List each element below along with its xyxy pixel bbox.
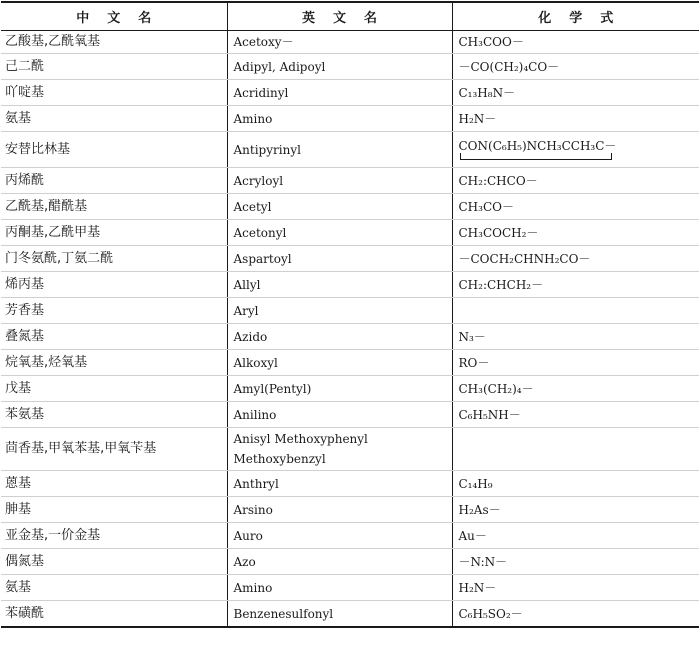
english-name-cell: Acetoxy－ bbox=[227, 31, 452, 54]
table-row bbox=[1, 194, 699, 220]
table-row bbox=[1, 350, 699, 376]
formula-cell: N₃－ bbox=[452, 324, 699, 350]
formula-cell: －COCH₂CHNH₂CO－ bbox=[452, 246, 699, 272]
english-name-cell: Amino bbox=[227, 575, 452, 601]
chinese-name-cell: 芳香基 bbox=[1, 298, 227, 324]
english-name-cell: Anilino bbox=[227, 402, 452, 428]
english-name-cell: Arsino bbox=[227, 497, 452, 523]
table-row bbox=[1, 428, 699, 471]
formula-cell: C₁₄H₉ bbox=[452, 471, 699, 497]
english-name-cell: Acryloyl bbox=[227, 168, 452, 194]
formula-cell: CH₂:CHCO－ bbox=[452, 168, 699, 194]
chinese-name-cell: 叠氮基 bbox=[1, 324, 227, 350]
header-english-name: 英文名 bbox=[227, 2, 452, 31]
table-row bbox=[1, 575, 699, 601]
table-row bbox=[1, 523, 699, 549]
english-name-cell: Acetyl bbox=[227, 194, 452, 220]
english-name-cell: Amino bbox=[227, 106, 452, 132]
chinese-name-cell: 蒽基 bbox=[1, 471, 227, 497]
table-row bbox=[1, 298, 699, 324]
table-row bbox=[1, 168, 699, 194]
table-row bbox=[1, 497, 699, 523]
ring-formula: CON(C₆H₅)NCH₃CCH₃C－ bbox=[459, 139, 700, 160]
table-row bbox=[1, 601, 699, 628]
glossary-table bbox=[1, 1, 699, 628]
formula-cell: CH₃(CH₂)₄－ bbox=[452, 376, 699, 402]
header-row bbox=[1, 2, 699, 31]
english-name-cell: Amyl(Pentyl) bbox=[227, 376, 452, 402]
table-row bbox=[1, 31, 699, 54]
chinese-name-cell: 苯氨基 bbox=[1, 402, 227, 428]
english-name-cell: Antipyrinyl bbox=[227, 132, 452, 168]
english-name-line-2: Methoxybenzyl bbox=[233, 452, 326, 466]
chinese-name-cell: 茴香基,甲氧苯基,甲氧苄基 bbox=[1, 428, 227, 471]
chinese-name-cell: 丙烯酰 bbox=[1, 168, 227, 194]
formula-cell: CH₃CO－ bbox=[452, 194, 699, 220]
formula-cell: CH₂:CHCH₂－ bbox=[452, 272, 699, 298]
table-row bbox=[1, 132, 699, 168]
formula-cell: C₁₃H₈N－ bbox=[452, 80, 699, 106]
chinese-name-cell: 己二酰 bbox=[1, 54, 227, 80]
english-name-cell: Allyl bbox=[227, 272, 452, 298]
chinese-name-cell: 苯磺酰 bbox=[1, 601, 227, 628]
table-row bbox=[1, 376, 699, 402]
english-name-cell: Auro bbox=[227, 523, 452, 549]
chinese-name-cell: 门冬氨酰,丁氨二酰 bbox=[1, 246, 227, 272]
english-name-cell: Alkoxyl bbox=[227, 350, 452, 376]
table-row bbox=[1, 324, 699, 350]
ring-bracket-line bbox=[460, 153, 612, 160]
chinese-name-cell: 吖啶基 bbox=[1, 80, 227, 106]
table-row bbox=[1, 106, 699, 132]
english-name-cell: Anthryl bbox=[227, 471, 452, 497]
english-name-cell: Azo bbox=[227, 549, 452, 575]
chinese-name-cell: 乙酰基,醋酰基 bbox=[1, 194, 227, 220]
table-row bbox=[1, 549, 699, 575]
chinese-name-cell: 氨基 bbox=[1, 106, 227, 132]
formula-cell: C₆H₅SO₂－ bbox=[452, 601, 699, 628]
english-name-cell: Aspartoyl bbox=[227, 246, 452, 272]
header-formula: 化学式 bbox=[452, 2, 699, 31]
chinese-name-cell: 偶氮基 bbox=[1, 549, 227, 575]
header-chinese-name: 中文名 bbox=[1, 2, 227, 31]
table-row bbox=[1, 402, 699, 428]
english-name-cell: Aryl bbox=[227, 298, 452, 324]
table-row bbox=[1, 272, 699, 298]
english-name-cell: Azido bbox=[227, 324, 452, 350]
english-name-cell: Acridinyl bbox=[227, 80, 452, 106]
formula-cell: H₂N－ bbox=[452, 106, 699, 132]
formula-cell: CH₃COCH₂－ bbox=[452, 220, 699, 246]
table-row bbox=[1, 220, 699, 246]
formula-cell: CH₃COO－ bbox=[452, 31, 699, 54]
formula-cell: C₆H₅NH－ bbox=[452, 402, 699, 428]
formula-cell: H₂As－ bbox=[452, 497, 699, 523]
formula-cell bbox=[452, 428, 699, 471]
formula-cell: －N:N－ bbox=[452, 549, 699, 575]
chinese-name-cell: 戊基 bbox=[1, 376, 227, 402]
english-name-cell: Benzenesulfonyl bbox=[227, 601, 452, 628]
table-row bbox=[1, 471, 699, 497]
formula-cell: Au－ bbox=[452, 523, 699, 549]
english-name-cell: Acetonyl bbox=[227, 220, 452, 246]
table-row bbox=[1, 80, 699, 106]
chinese-name-cell: 烷氧基,烃氧基 bbox=[1, 350, 227, 376]
table-row bbox=[1, 54, 699, 80]
chinese-name-cell: 乙酸基,乙酰氧基 bbox=[1, 31, 227, 54]
english-name-cell: Adipyl, Adipoyl bbox=[227, 54, 452, 80]
formula-cell bbox=[452, 298, 699, 324]
chinese-name-cell: 烯丙基 bbox=[1, 272, 227, 298]
chinese-name-cell: 胂基 bbox=[1, 497, 227, 523]
table-row bbox=[1, 246, 699, 272]
formula-cell bbox=[452, 132, 699, 168]
formula-cell: RO－ bbox=[452, 350, 699, 376]
chinese-name-cell: 安替比林基 bbox=[1, 132, 227, 168]
chinese-name-cell: 氨基 bbox=[1, 575, 227, 601]
chinese-name-cell: 丙酮基,乙酰甲基 bbox=[1, 220, 227, 246]
formula-cell: H₂N－ bbox=[452, 575, 699, 601]
english-name-cell bbox=[227, 428, 452, 471]
chinese-name-cell: 亚金基,一价金基 bbox=[1, 523, 227, 549]
formula-cell: －CO(CH₂)₄CO－ bbox=[452, 54, 699, 80]
english-name-line-1: Anisyl Methoxyphenyl bbox=[233, 432, 368, 446]
